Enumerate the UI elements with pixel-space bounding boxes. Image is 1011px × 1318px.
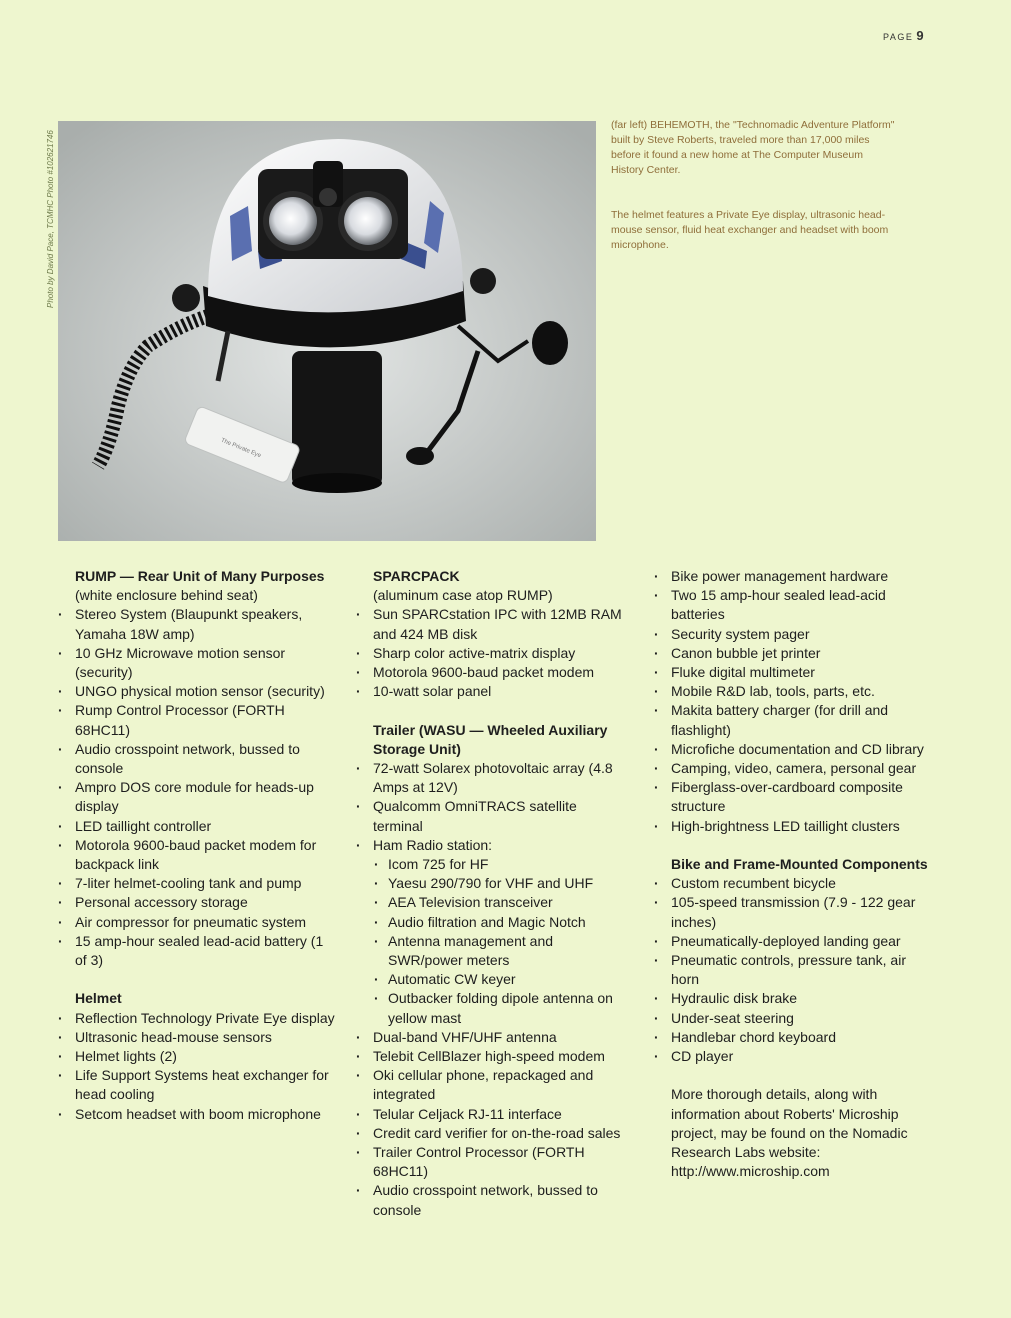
list-item: · Trailer Control Processor (FORTH 68HC11)	[373, 1143, 623, 1181]
trailer-continued-list	[671, 567, 933, 836]
bike-list	[671, 874, 933, 1066]
list-item: · Motorola 9600-baud packet modem	[373, 663, 623, 682]
list-item: · Fluke digital multimeter	[671, 663, 933, 682]
sparcpack-heading: SPARCPACK	[373, 568, 460, 584]
list-item: · Ampro DOS core module for heads-up display	[75, 778, 337, 816]
caption-helmet: The helmet features a Private Eye display, ultrasonic head-mouse sensor, fluid heat exchanger and headset with boom microphone.	[611, 209, 889, 251]
list-item: · 7-liter helmet-cooling tank and pump	[75, 874, 337, 893]
rump-list	[75, 605, 337, 970]
column-1	[75, 567, 337, 1124]
list-item: · Automatic CW keyer	[388, 970, 623, 989]
list-item: · Audio crosspoint network, bussed to console	[373, 1181, 623, 1219]
list-item: · 72-watt Solarex photovoltaic array (4.8 Amps at 12V)	[373, 759, 623, 797]
ham-radio-label: Ham Radio station:	[373, 836, 493, 853]
column-3	[671, 567, 933, 1181]
list-item: · Outbacker folding dipole antenna on yellow mast	[388, 989, 623, 1027]
list-item: · Audio crosspoint network, bussed to console	[75, 740, 337, 778]
list-item: · Security system pager	[671, 625, 933, 644]
list-item: · 15 amp-hour sealed lead-acid battery (1 of 3)	[75, 932, 337, 970]
sparcpack-section	[373, 567, 623, 701]
helmet-photo	[58, 121, 596, 541]
list-item: · 10-watt solar panel	[373, 682, 623, 701]
sparcpack-subheading: (aluminum case atop RUMP)	[373, 587, 553, 604]
rump-heading: RUMP — Rear Unit of Many Purposes	[75, 568, 325, 584]
list-item: · Setcom headset with boom microphone	[75, 1105, 337, 1124]
list-item: · Bike power management hardware	[671, 567, 933, 586]
caption-behemoth: (far left) BEHEMOTH, the "Technomadic Adventure Platform" built by Steve Roberts, traveled more than 17,000 miles before it found a new home at The Computer Museum History Center.	[611, 119, 895, 176]
list-item: · Telebit CellBlazer high-speed modem	[373, 1047, 623, 1066]
list-item: · UNGO physical motion sensor (security)	[75, 682, 337, 701]
list-item: · Motorola 9600-baud packet modem for backpack link	[75, 836, 337, 874]
list-item: · Pneumatically-deployed landing gear	[671, 932, 933, 951]
list-item: · Reflection Technology Private Eye display	[75, 1009, 337, 1028]
closing-text: More thorough details, along with information about Roberts' Microship project, may be found on the Nomadic Research Labs website:	[671, 1086, 908, 1161]
list-item: · 10 GHz Microwave motion sensor (security)	[75, 644, 337, 682]
page-number	[883, 28, 924, 43]
list-item: · Life Support Systems heat exchanger for head cooling	[75, 1066, 337, 1104]
list-item: · Ultrasonic head-mouse sensors	[75, 1028, 337, 1047]
list-item: · Makita battery charger (for drill and flashlight)	[671, 701, 933, 739]
closing-paragraph	[671, 1085, 933, 1181]
list-item: · Two 15 amp-hour sealed lead-acid batteries	[671, 586, 933, 624]
ham-radio-list	[388, 855, 623, 1028]
rump-section	[75, 567, 337, 970]
page-label: PAGE	[883, 32, 914, 42]
rump-subheading: (white enclosure behind seat)	[75, 587, 258, 604]
column-2	[373, 567, 623, 1220]
list-item: · Yaesu 290/790 for VHF and UHF	[388, 874, 623, 893]
list-item: · Pneumatic controls, pressure tank, air horn	[671, 951, 933, 989]
list-item: · Under-seat steering	[671, 1009, 933, 1028]
list-item: · Air compressor for pneumatic system	[75, 913, 337, 932]
trailer-list	[373, 759, 623, 1220]
list-item: · Rump Control Processor (FORTH 68HC11)	[75, 701, 337, 739]
list-item: · LED taillight controller	[75, 817, 337, 836]
list-item: · Microfiche documentation and CD library	[671, 740, 933, 759]
trailer-section	[373, 721, 623, 1220]
list-item: · Audio filtration and Magic Notch	[388, 913, 623, 932]
list-item: · AEA Television transceiver	[388, 893, 623, 912]
bike-section	[671, 855, 933, 1066]
list-item: · 105-speed transmission (7.9 - 122 gear inches)	[671, 893, 933, 931]
list-item: · Camping, video, camera, personal gear	[671, 759, 933, 778]
trailer-heading: Trailer (WASU — Wheeled Auxiliary Storage Unit)	[373, 721, 608, 757]
bike-heading: Bike and Frame-Mounted Components	[671, 856, 928, 873]
list-item: · Qualcomm OmniTRACS satellite terminal	[373, 797, 623, 835]
list-item: · Antenna management and SWR/power meters	[388, 932, 623, 970]
list-item: · Custom recumbent bicycle	[671, 874, 933, 893]
list-item: · Canon bubble jet printer	[671, 644, 933, 663]
list-item: · Dual-band VHF/UHF antenna	[373, 1028, 623, 1047]
helmet-heading: Helmet	[75, 990, 122, 1007]
list-item: · Sun SPARCstation IPC with 12MB RAM and 424 MB disk	[373, 605, 623, 643]
list-item: · Sharp color active-matrix display	[373, 644, 623, 663]
page-number-value: 9	[916, 28, 924, 43]
list-item: · Mobile R&D lab, tools, parts, etc.	[671, 682, 933, 701]
list-item: · CD player	[671, 1047, 933, 1066]
list-item	[373, 836, 623, 1028]
list-item: · Personal accessory storage	[75, 893, 337, 912]
list-item: · Telular Celjack RJ-11 interface	[373, 1105, 623, 1124]
website-link[interactable]: http://www.microship.com	[671, 1163, 830, 1180]
list-item: · High-brightness LED taillight clusters	[671, 817, 933, 836]
device-label: The Private Eye	[219, 437, 262, 460]
photo-credit: Photo by David Pace, TCMHC Photo #102621746	[46, 130, 55, 308]
list-item: · Fiberglass-over-cardboard composite structure	[671, 778, 933, 816]
list-item: · Helmet lights (2)	[75, 1047, 337, 1066]
list-item: · Oki cellular phone, repackaged and integrated	[373, 1066, 623, 1104]
list-item: · Stereo System (Blaupunkt speakers, Yamaha 18W amp)	[75, 605, 337, 643]
list-item: · Credit card verifier for on-the-road sales	[373, 1124, 623, 1143]
list-item: · Hydraulic disk brake	[671, 989, 933, 1008]
sparcpack-list	[373, 605, 623, 701]
list-item: · Handlebar chord keyboard	[671, 1028, 933, 1047]
helmet-list	[75, 1009, 337, 1124]
list-item: · Icom 725 for HF	[388, 855, 623, 874]
helmet-section	[75, 989, 337, 1123]
